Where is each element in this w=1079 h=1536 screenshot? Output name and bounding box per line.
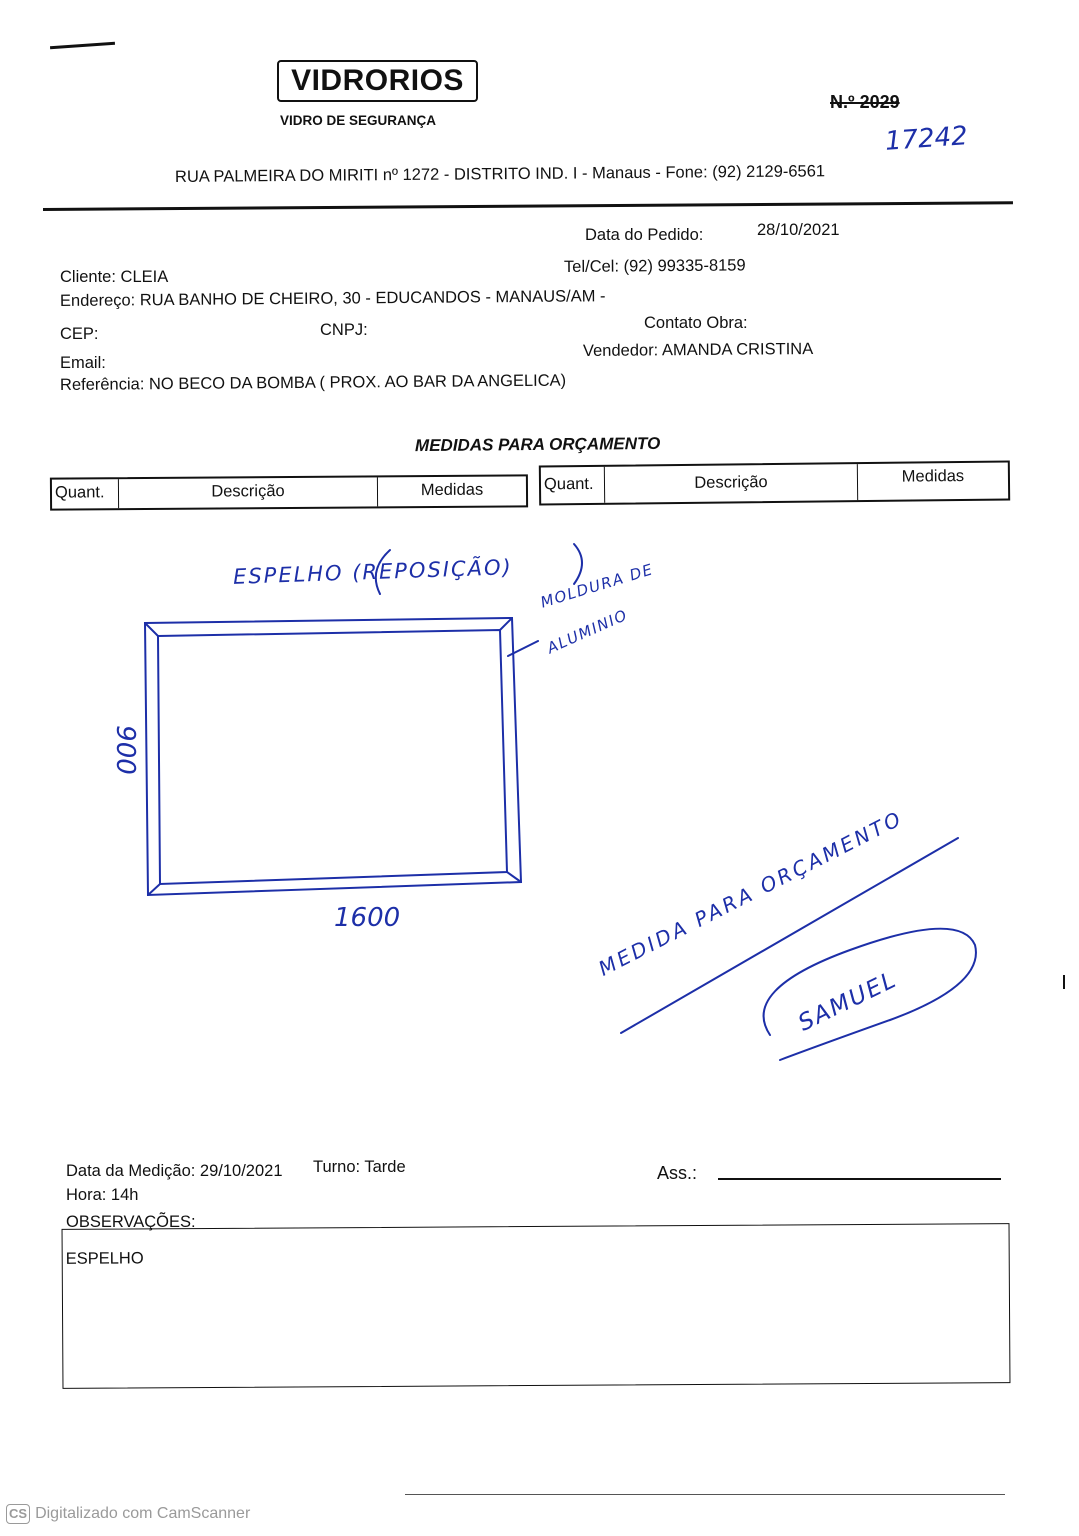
observations-label: OBSERVAÇÕES: (66, 1213, 196, 1231)
signature-samuel: SAMUEL (794, 966, 902, 1037)
column-quant: Quant. (52, 479, 119, 508)
frame-corner (145, 618, 521, 895)
frame-note-line2: ALUMINIO (544, 605, 631, 658)
observations-text: ESPELHO (65, 1249, 144, 1268)
column-quant: Quant. (541, 467, 605, 504)
column-medidas: Medidas (901, 467, 965, 486)
phone-field: Tel/Cel: (92) 99335-8159 (563, 256, 746, 276)
cep-field: CEP: (60, 325, 99, 343)
column-descricao: Descrição (605, 464, 858, 503)
observations-box (62, 1223, 1011, 1389)
order-number: N.º 2029 (830, 92, 900, 112)
seller-field: Vendedor: AMANDA CRISTINA (582, 339, 814, 360)
company-logo: VIDRORIOS (277, 60, 478, 102)
mirror-frame-inner (158, 630, 507, 884)
camscanner-watermark (6, 1504, 250, 1524)
signature-line (718, 1178, 1001, 1180)
order-date-label: Data do Pedido: (585, 226, 704, 244)
measure-shift: Turno: Tarde (313, 1158, 406, 1176)
height-dimension: 900 (109, 725, 140, 775)
close-paren (574, 544, 582, 584)
column-medidas: Medidas (420, 480, 484, 500)
cnpj-field: CNPJ: (320, 321, 368, 339)
sketch-title: ESPELHO (REPOSIÇÃO) (232, 555, 514, 589)
column-descricao: Descrição (119, 477, 378, 508)
signature-label: Ass.: (657, 1163, 698, 1183)
mirror-frame-outer (145, 618, 521, 895)
frame-note-line1: MOLDURA DE (538, 560, 656, 612)
width-dimension: 1600 (334, 903, 401, 933)
camscanner-logo: CS (6, 1504, 30, 1524)
order-date-value: 28/10/2021 (757, 221, 840, 239)
measurements-title: MEDIDAS PARA ORÇAMENTO (414, 433, 661, 456)
edge-mark (1063, 975, 1065, 989)
measure-date: Data da Medição: 29/10/2021 (66, 1162, 283, 1180)
budget-note: MEDIDA PARA ORÇAMENTO (594, 805, 907, 981)
camscanner-text: Digitalizado com CamScanner (35, 1505, 251, 1522)
contact-field: Contato Obra: (644, 314, 748, 332)
reference-field: Referência: NO BECO DA BOMBA ( PROX. AO BAR DA ANGELICA) (59, 371, 567, 394)
handwritten-order-number: 17242 (884, 121, 969, 157)
company-tagline: VIDRO DE SEGURANÇA (280, 113, 437, 128)
bottom-scan-line (405, 1494, 1005, 1495)
address-field: Endereço: RUA BANHO DE CHEIRO, 30 - EDUCANDOS - MANAUS/AM - (59, 287, 606, 310)
client-field: Cliente: CLEIA (60, 268, 169, 286)
measure-hour: Hora: 14h (66, 1186, 139, 1204)
company-address: RUA PALMEIRA DO MIRITI nº 1272 - DISTRITO IND. I - Manaus - Fone: (92) 2129-6561 (174, 162, 826, 186)
email-field: Email: (60, 354, 106, 372)
